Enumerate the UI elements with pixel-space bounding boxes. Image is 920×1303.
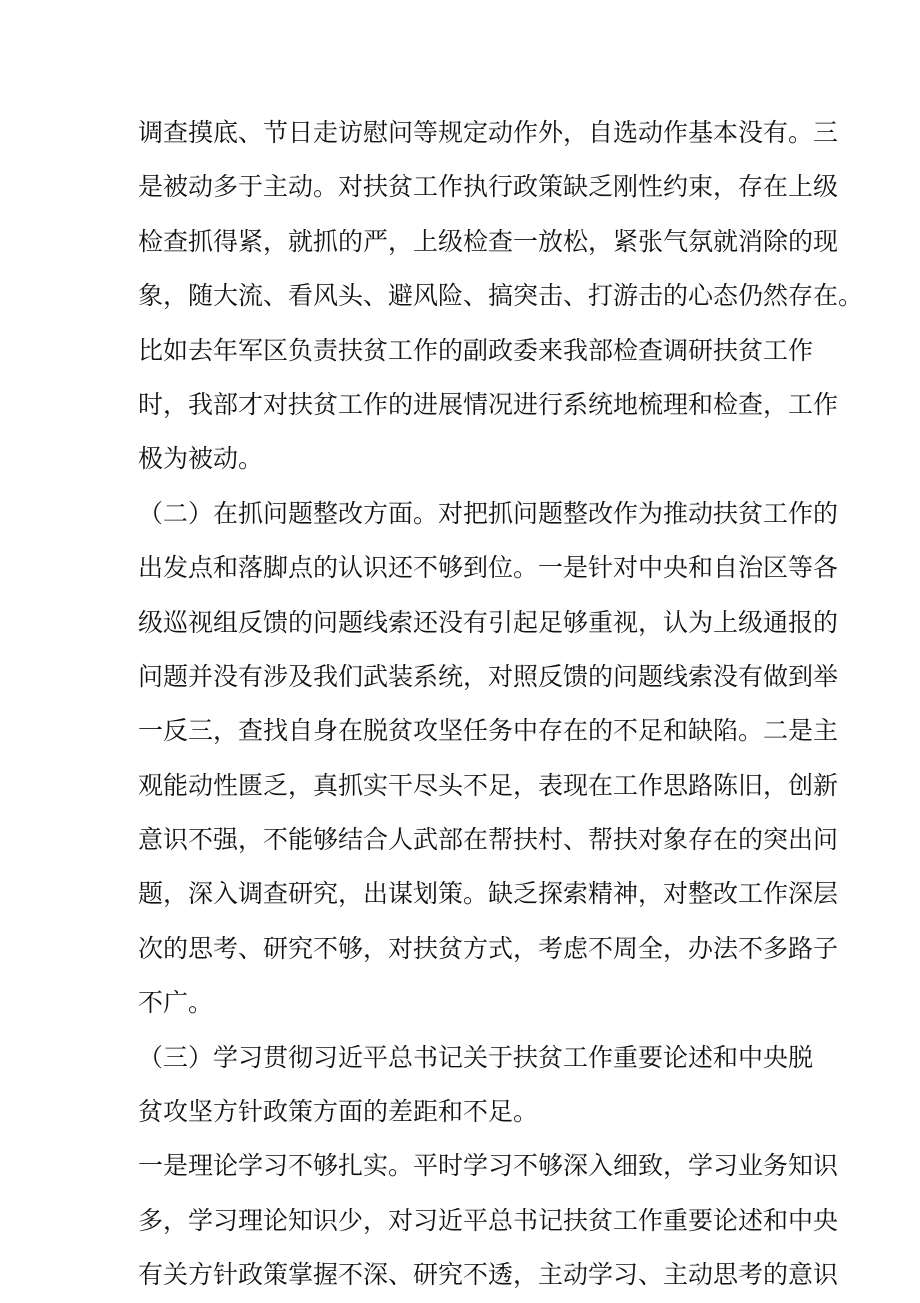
text-line: 象，随大流、看风头、避风险、搞突击、打游击的心态仍然存在。 xyxy=(138,281,864,311)
text-line: （三）学习贯彻习近平总书记关于扶贫工作重要论述和中央脱 xyxy=(138,1042,814,1072)
text-line: 次的思考、研究不够，对扶贫方式，考虑不周全，办法不多路子 xyxy=(138,933,839,963)
text-line: 问题并没有涉及我们武装系统，对照反馈的问题线索没有做到举 xyxy=(138,661,839,691)
text-line: 一反三，查找自身在脱贫攻坚任务中存在的不足和缺陷。二是主 xyxy=(138,716,839,746)
text-line: 一是理论学习不够扎实。平时学习不够深入细致，学习业务知识 xyxy=(138,1151,839,1181)
text-line: 级巡视组反馈的问题线索还没有引起足够重视，认为上级通报的 xyxy=(138,607,839,637)
text-line: 意识不强，不能够结合人武部在帮扶村、帮扶对象存在的突出问 xyxy=(138,825,839,855)
text-line: 比如去年军区负责扶贫工作的副政委来我部检查调研扶贫工作 xyxy=(138,335,814,365)
document-page xyxy=(138,106,864,1303)
text-line: 出发点和落脚点的认识还不够到位。一是针对中央和自治区等各 xyxy=(138,553,839,583)
text-line: 题，深入调查研究，出谋划策。缺乏探索精神，对整改工作深层 xyxy=(138,879,839,909)
text-line: （二）在抓问题整改方面。对把抓问题整改作为推动扶贫工作的 xyxy=(138,498,839,528)
text-line: 调查摸底、节日走访慰问等规定动作外，自选动作基本没有。三 xyxy=(138,118,839,147)
text-line: 贫攻坚方针政策方面的差距和不足。 xyxy=(138,1097,539,1127)
text-line: 时，我部才对扶贫工作的进展情况进行系统地梳理和检查，工作 xyxy=(138,389,839,419)
text-line: 是被动多于主动。对扶贫工作执行政策缺乏刚性约束，存在上级 xyxy=(138,172,839,202)
text-line: 不广。 xyxy=(138,988,214,1018)
text-line: 有关方针政策掌握不深、研究不透，主动学习、主动思考的意识 xyxy=(138,1260,839,1290)
text-line: 多，学习理论知识少，对习近平总书记扶贫工作重要论述和中央 xyxy=(138,1205,839,1235)
text-line: 检查抓得紧，就抓的严，上级检查一放松，紧张气氛就消除的现 xyxy=(138,226,839,256)
text-line: 极为被动。 xyxy=(138,444,264,474)
text-line: 观能动性匮乏，真抓实干尽头不足，表现在工作思路陈旧，创新 xyxy=(138,770,839,800)
